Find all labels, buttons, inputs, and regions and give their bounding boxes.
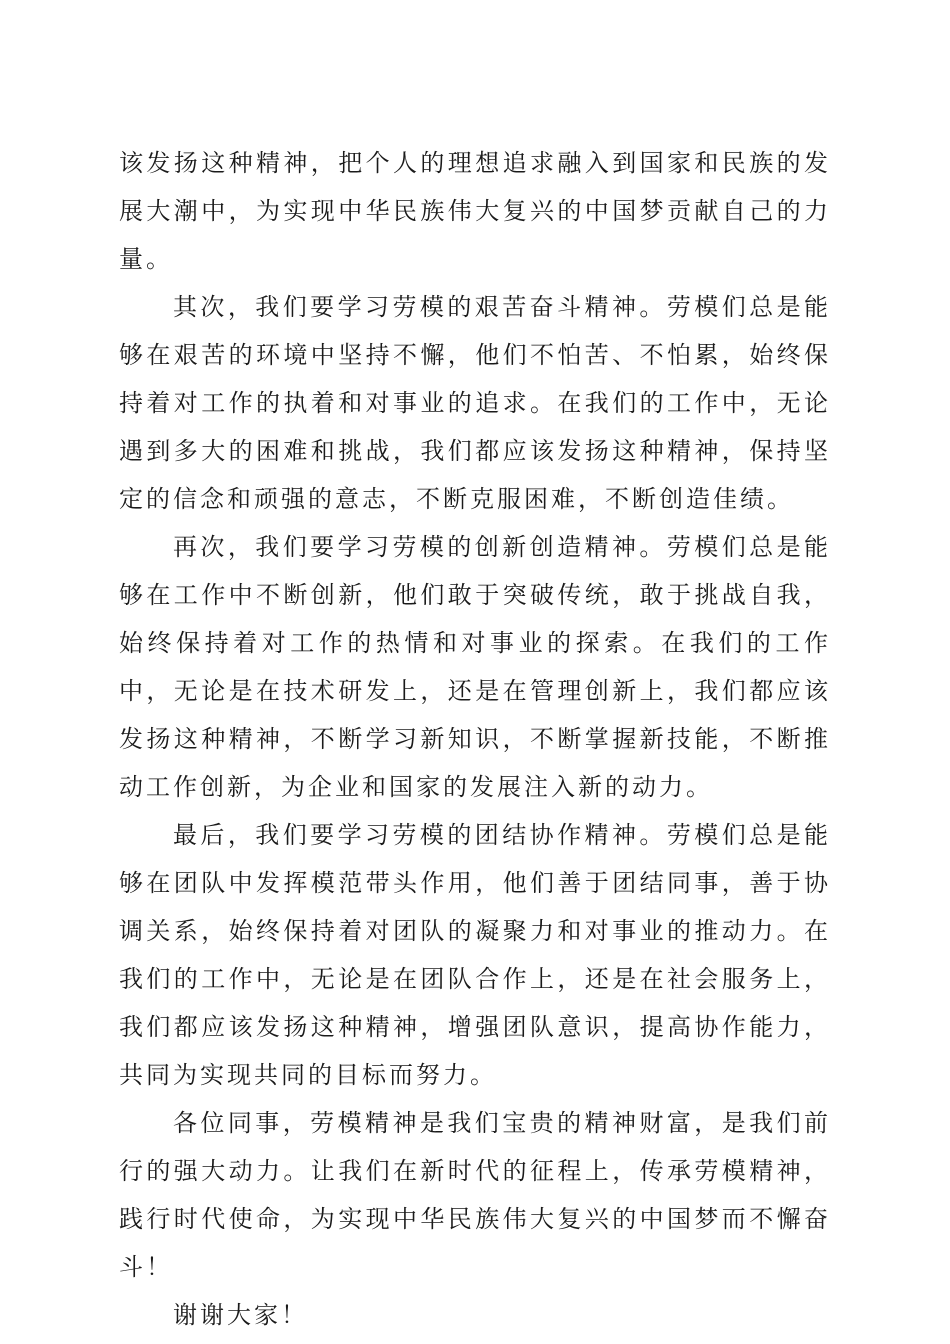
paragraph-innovation-spirit: 再次，我们要学习劳模的创新创造精神。劳模们总是能够在工作中不断创新，他们敢于突破传统，敢于挑战自我，始终保持着对工作的热情和对事业的探索。在我们的工作中，无论是在技术研发上，还是在管理创新上，我们都应该发扬这种精神，不断学习新知识，不断掌握新技能，不断推动工作创新，为企业和国家的发展注入新的动力。 [119,533,831,801]
document-body [119,139,831,1339]
paragraph-hardship-spirit: 其次，我们要学习劳模的艰苦奋斗精神。劳模们总是能够在艰苦的环境中坚持不懈，他们不怕苦、不怕累，始终保持着对工作的执着和对事业的追求。在我们的工作中，无论遇到多大的困难和挑战，我们都应该发扬这种精神，保持坚定的信念和顽强的意志，不断克服困难，不断创造佳绩。 [119,293,831,513]
paragraph-thanks: 谢谢大家！ [173,1301,308,1329]
paragraph-continuation: 该发扬这种精神，把个人的理想追求融入到国家和民族的发展大潮中，为实现中华民族伟大复兴的中国梦贡献自己的力量。 [119,149,831,273]
paragraph-closing: 各位同事，劳模精神是我们宝贵的精神财富，是我们前行的强大动力。让我们在新时代的征程上，传承劳模精神，践行时代使命，为实现中华民族伟大复兴的中国梦而不懈奋斗！ [119,1109,831,1281]
paragraph-teamwork-spirit: 最后，我们要学习劳模的团结协作精神。劳模们总是能够在团队中发挥模范带头作用，他们善于团结同事，善于协调关系，始终保持着对团队的凝聚力和对事业的推动力。在我们的工作中，无论是在团队合作上，还是在社会服务上，我们都应该发扬这种精神，增强团队意识，提高协作能力，共同为实现共同的目标而努力。 [119,821,831,1089]
